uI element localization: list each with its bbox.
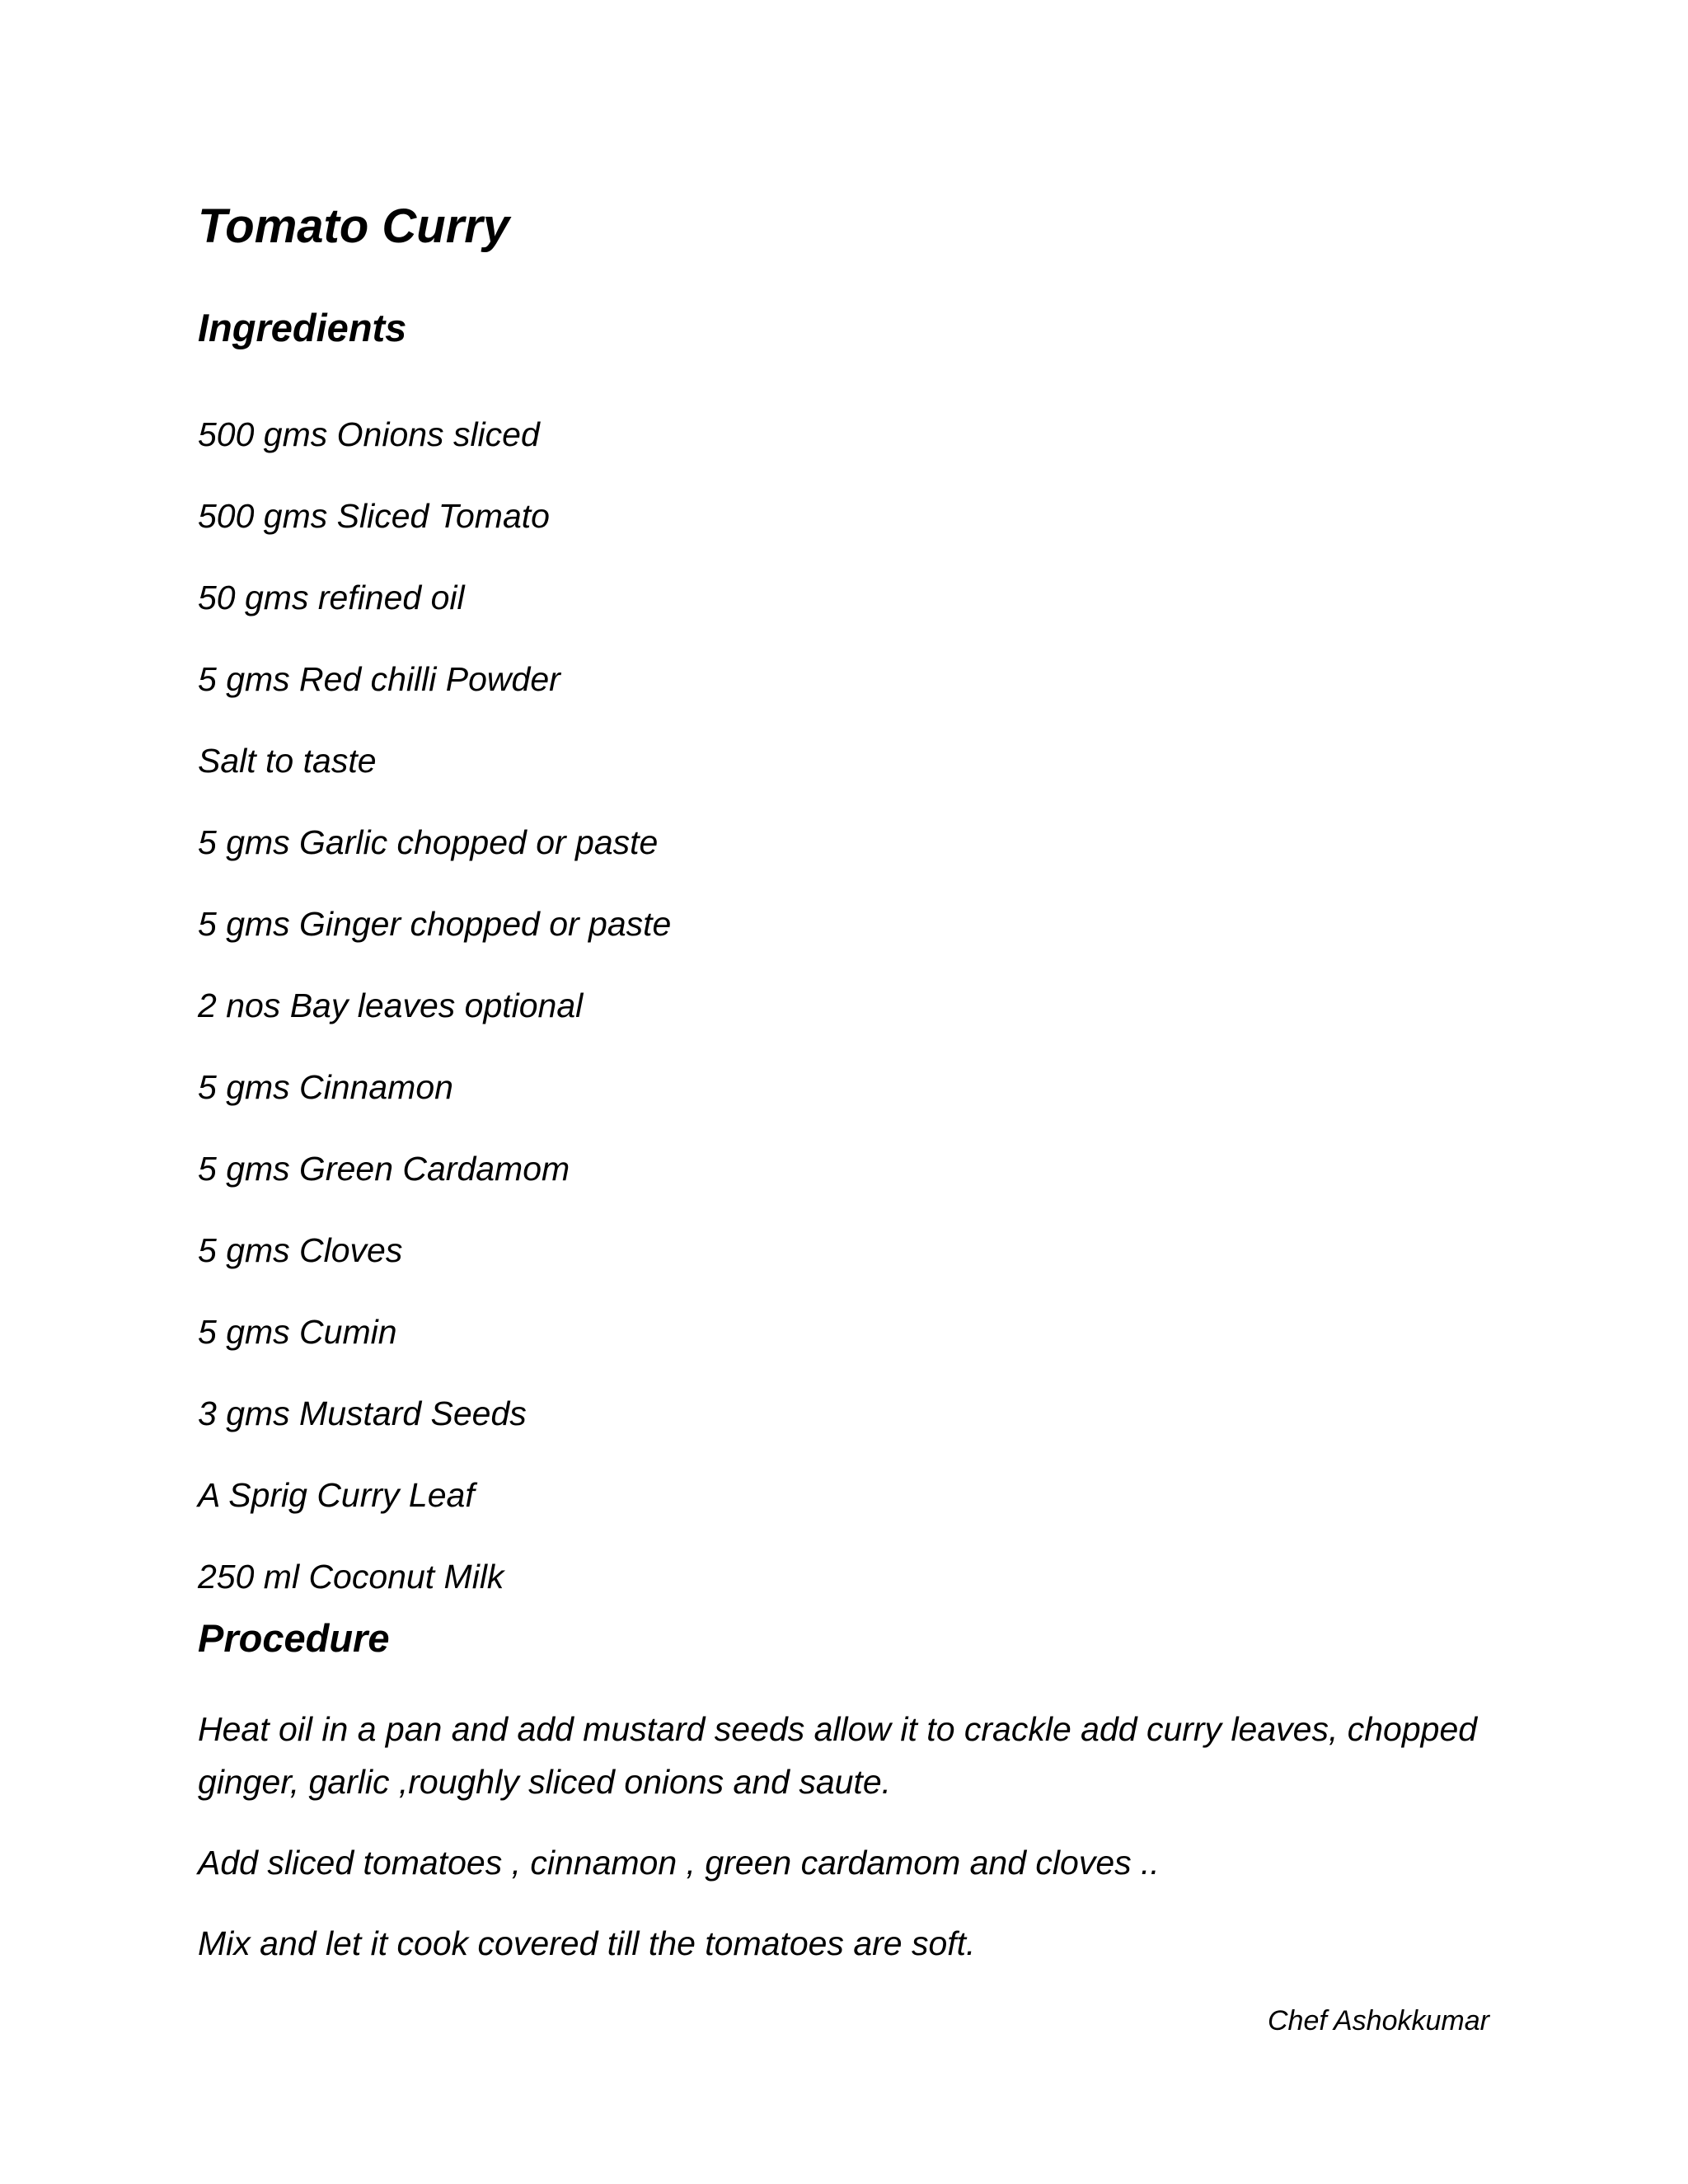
ingredient-item: 3 gms Mustard Seeds <box>198 1394 527 1432</box>
ingredient-item: 5 gms Cinnamon <box>198 1068 453 1106</box>
ingredient-item: 5 gms Garlic chopped or paste <box>198 823 659 861</box>
ingredient-item: 5 gms Cloves <box>198 1231 403 1269</box>
ingredient-item: 500 gms Sliced Tomato <box>198 497 550 535</box>
ingredient-item: 500 gms Onions sliced <box>198 415 540 453</box>
recipe-title: Tomato Curry <box>198 199 510 253</box>
ingredient-item: 5 gms Green Cardamom <box>198 1150 570 1188</box>
ingredient-item: Salt to taste <box>198 742 377 780</box>
procedure-step: Heat oil in a pan and add mustard seeds allow it to crackle add curry leaves, chopped ginger, garlic ,roughly sliced onions and saute. <box>198 1710 1478 1801</box>
ingredient-item: 5 gms Red chilli Powder <box>198 660 560 698</box>
ingredient-item: 5 gms Ginger chopped or paste <box>198 905 672 943</box>
chef-signature: Chef Ashokkumar <box>1268 2005 1489 2036</box>
ingredient-item: 50 gms refined oil <box>198 579 465 616</box>
procedure-heading: Procedure <box>198 1616 390 1660</box>
procedure-steps <box>198 1703 1484 1998</box>
procedure-step: Add sliced tomatoes , cinnamon , green cardamom and cloves .. <box>198 1844 1160 1882</box>
procedure-step: Mix and let it cook covered till the tomatoes are soft. <box>198 1924 976 1962</box>
ingredient-list <box>198 394 671 1618</box>
ingredient-item: A Sprig Curry Leaf <box>198 1476 475 1514</box>
ingredient-item: 2 nos Bay leaves optional <box>198 987 584 1024</box>
ingredient-item: 5 gms Cumin <box>198 1313 397 1351</box>
ingredients-heading: Ingredients <box>198 306 407 349</box>
ingredient-item: 250 ml Coconut Milk <box>198 1558 504 1596</box>
